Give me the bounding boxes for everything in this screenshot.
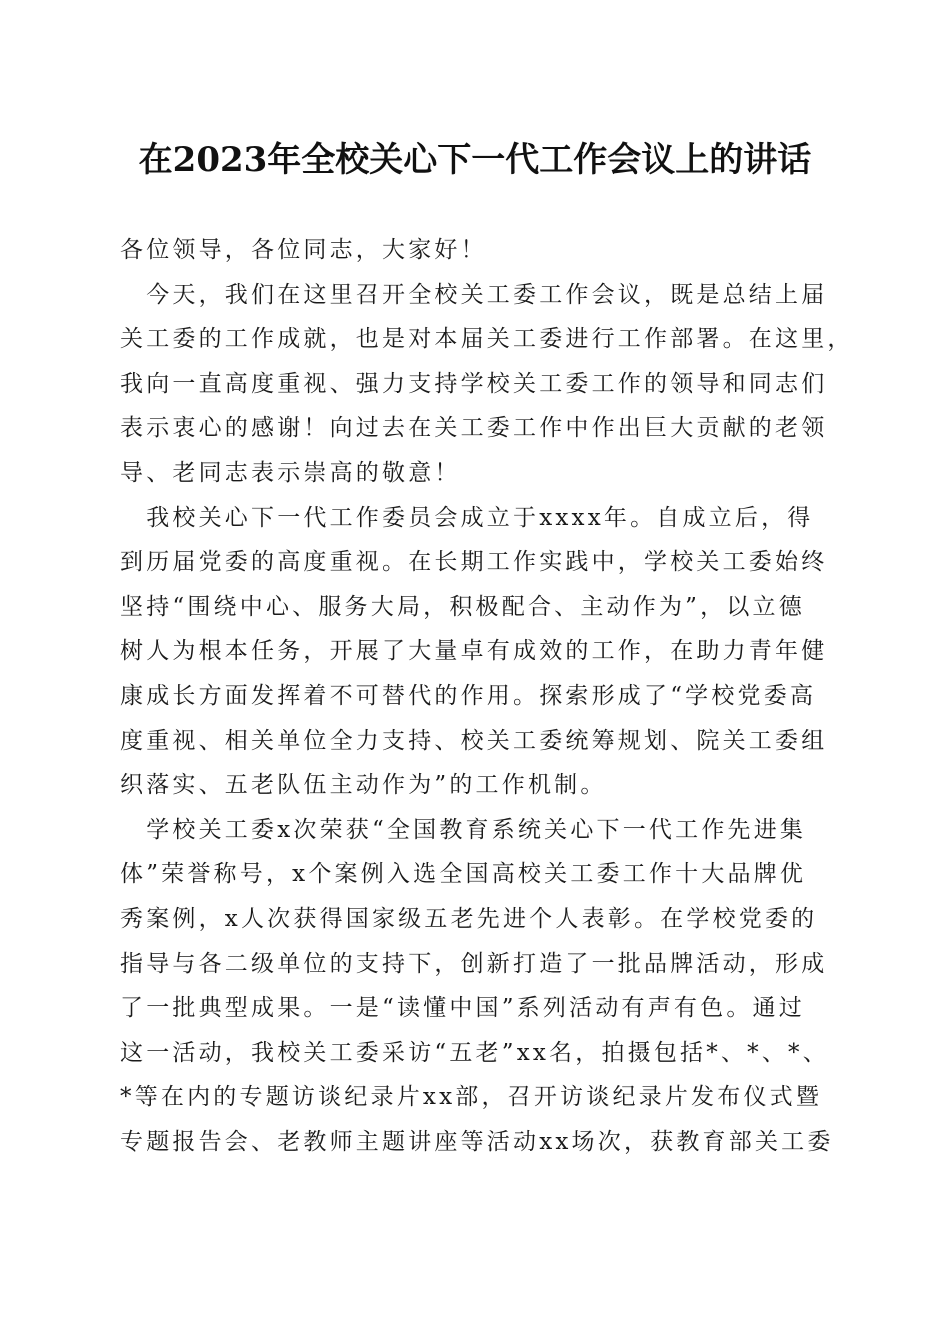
- text-line: 康成长方面发挥着不可替代的作用。探索形成了“学校党委高: [120, 682, 817, 709]
- text-line: 专题报告会、老教师主题讲座等活动xx场次，获教育部关工委: [120, 1128, 834, 1155]
- text-line: 关工委的工作成就，也是对本届关工委进行工作部署。在这里，: [120, 326, 854, 353]
- text-line: 学校关工委x次荣获“全国教育系统关心下一代工作先进集: [120, 816, 807, 843]
- text-line: 坚持“围绕中心、服务大局，积极配合、主动作为”，以立德: [120, 593, 805, 620]
- text-line: 秀案例，x人次获得国家级五老先进个人表彰。在学校党委的: [120, 905, 818, 932]
- text-line: 表示衷心的感谢！向过去在关工委工作中作出巨大贡献的老领: [120, 415, 828, 442]
- text-line: 这一活动，我校关工委采访“五老”xx名，拍摄包括*、*、*、: [120, 1039, 829, 1066]
- text-line: 导、老同志表示崇高的敬意！: [120, 459, 461, 486]
- document-body: [120, 228, 854, 1164]
- text-line: 体”荣誉称号，x个案例入选全国高校关工委工作十大品牌优: [120, 861, 807, 888]
- text-line: 织落实、五老队伍主动作为”的工作机制。: [120, 772, 607, 799]
- text-line: 我校关心下一代工作委员会成立于xxxx年。自成立后，得: [120, 504, 814, 531]
- text-line: 今天，我们在这里召开全校关工委工作会议，既是总结上届: [120, 281, 828, 308]
- text-line: 各位领导，各位同志，大家好！: [120, 237, 487, 263]
- document-title: 在2023年全校关心下一代工作会议上的讲话: [138, 140, 812, 180]
- text-line: 了一批典型成果。一是“读懂中国”系列活动有声有色。通过: [120, 995, 805, 1022]
- text-line: 指导与各二级单位的支持下，创新打造了一批品牌活动，形成: [120, 950, 828, 977]
- text-line: 度重视、相关单位全力支持、校关工委统筹规划、院关工委组: [120, 727, 828, 754]
- text-line: *等在内的专题访谈纪录片xx部，召开访谈纪录片发布仪式暨: [120, 1084, 823, 1111]
- text-line: 我向一直高度重视、强力支持学校关工委工作的领导和同志们: [120, 370, 828, 397]
- text-line: 树人为根本任务，开展了大量卓有成效的工作，在助力青年健: [120, 638, 828, 665]
- text-line: 到历届党委的高度重视。在长期工作实践中，学校关工委始终: [120, 549, 828, 576]
